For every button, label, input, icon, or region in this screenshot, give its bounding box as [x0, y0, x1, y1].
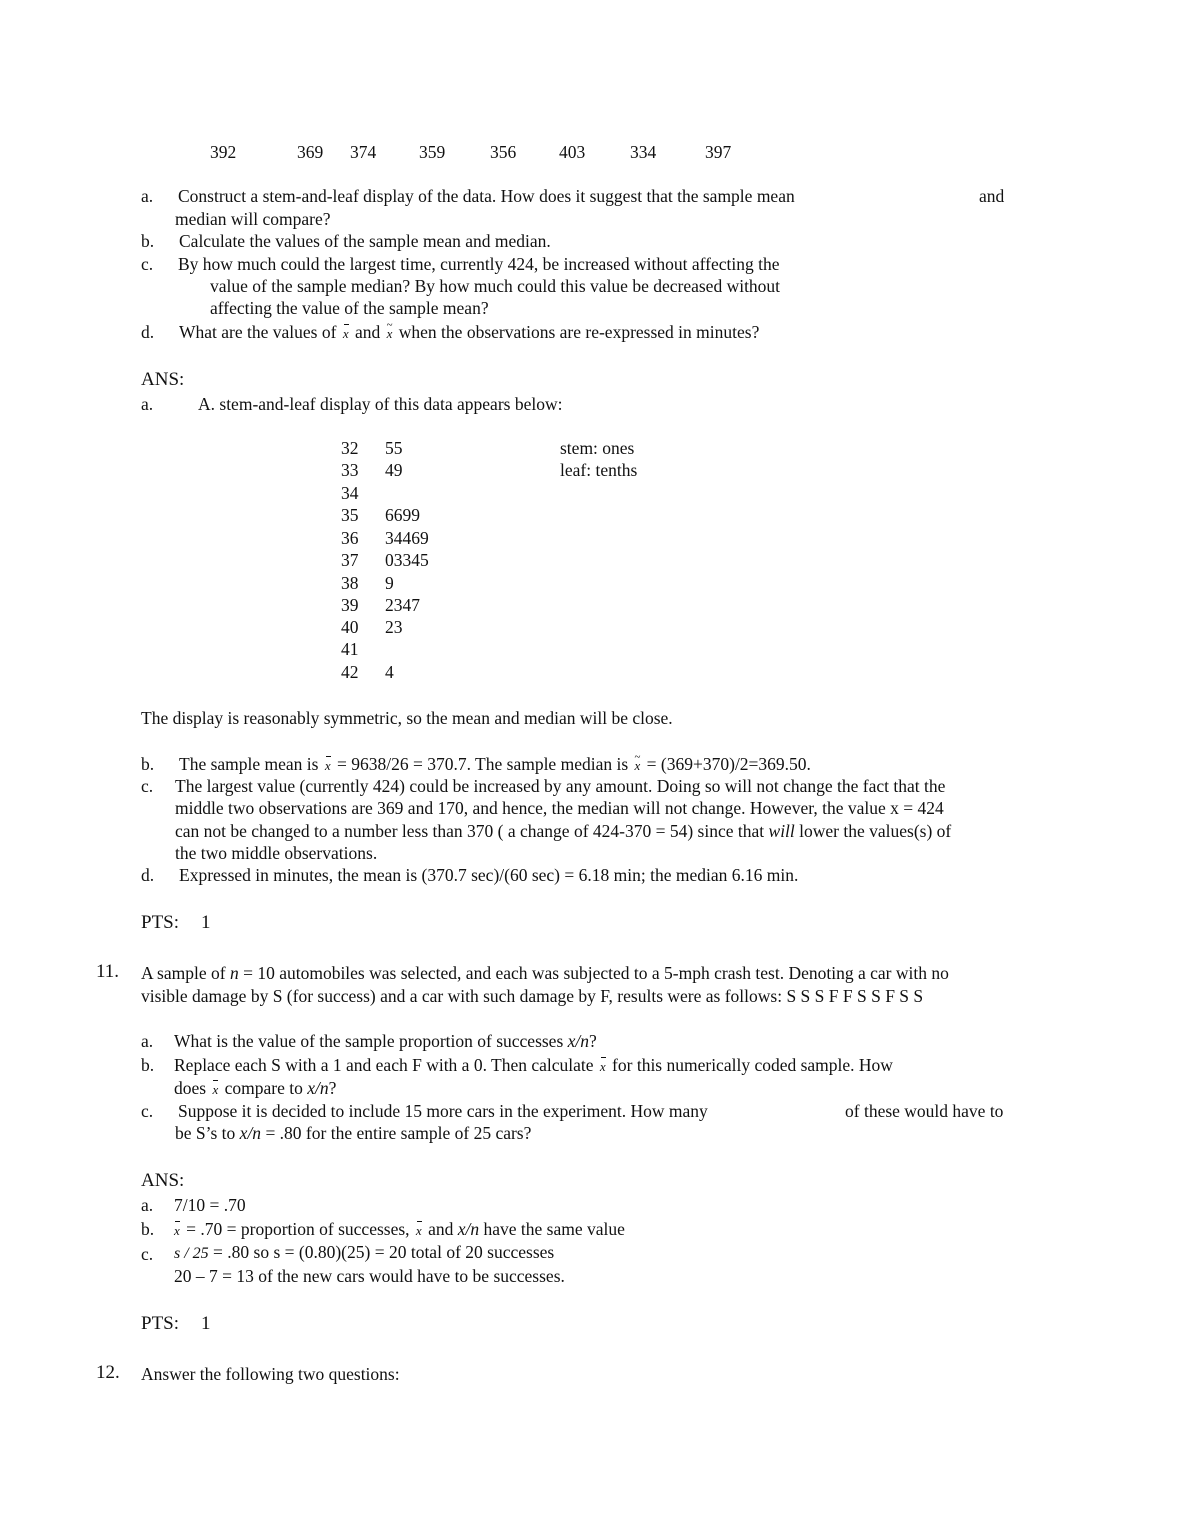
q11-c-line2-part2: = .80 for the entire sample of 25 cars?: [265, 1123, 532, 1143]
stem-value: 42: [341, 662, 359, 682]
q11-c-part2: of these would have to: [845, 1101, 1004, 1121]
q11-b-line2: [174, 1077, 336, 1101]
item-marker: c.: [141, 1101, 154, 1121]
q11-b-line1: [174, 1054, 893, 1078]
q10-c-line3: affecting the value of the sample mean?: [210, 298, 489, 318]
item-marker: a.: [141, 1195, 154, 1215]
ans-label: ANS:: [141, 1170, 185, 1191]
item-marker: d.: [141, 322, 155, 342]
leaf-value: 23: [385, 617, 403, 637]
q10-c-line2: value of the sample median? By how much could this value be decreased without: [210, 276, 781, 296]
ans1-b-part3: = (369+370)/2=369.50.: [646, 754, 811, 774]
data-value: 356: [490, 142, 517, 162]
stem-value: 36: [341, 528, 359, 548]
q10-a-line2: median will compare?: [175, 209, 331, 229]
leaf-value: 6699: [385, 505, 420, 525]
ans2-b-line: [172, 1218, 625, 1242]
q11-question-mark: ?: [589, 1031, 597, 1051]
item-marker: a.: [141, 394, 154, 414]
item-marker: b.: [141, 1055, 155, 1075]
leaf-key: leaf: tenths: [560, 460, 638, 480]
leaf-value: 2347: [385, 595, 420, 615]
ans1-c-line3: [175, 820, 951, 842]
ans1-c-line3-part1: can not be changed to a number less than 370 ( a change of 424-370 = 54) since that: [175, 821, 765, 841]
ans1-d-text: Expressed in minutes, the mean is (370.7 sec)/(60 sec) = 6.18 min; the median 6.16 min.: [179, 865, 799, 885]
pts-label: PTS:: [141, 1313, 180, 1334]
item-marker: d.: [141, 865, 155, 885]
item-marker: c.: [141, 254, 154, 274]
question-number: 12.: [96, 1362, 120, 1383]
q11-c-part1: Suppose it is decided to include 15 more cars in the experiment. How many: [178, 1101, 708, 1121]
item-marker: c.: [141, 1244, 154, 1264]
q11-n-var: n: [229, 963, 239, 983]
ans2-a-text: 7/10 = .70: [174, 1195, 246, 1215]
stem-value: 34: [341, 483, 359, 503]
q11-a-line: [174, 1030, 597, 1052]
q11-a-text: What is the value of the sample proportion of successes: [174, 1031, 564, 1051]
s-over-25-fraction: s / 25: [174, 1245, 209, 1262]
ans2-c-line2: 20 – 7 = 13 of the new cars would have to be successes.: [174, 1266, 565, 1286]
item-marker: b.: [141, 754, 155, 774]
ans2-b-xn: x/n: [457, 1219, 480, 1239]
item-marker: b.: [141, 231, 155, 251]
data-value: 374: [350, 142, 377, 162]
ans2-b-part3: have the same value: [483, 1219, 625, 1239]
q10-a-line1: Construct a stem-and-leaf display of the data. How does it suggest that the sample mean: [178, 186, 795, 206]
data-value: 359: [419, 142, 446, 162]
q11-xn: x/n: [239, 1123, 262, 1143]
leaf-value: 03345: [385, 550, 429, 570]
pts-value: 1: [201, 912, 211, 933]
stem-key: stem: ones: [560, 438, 635, 458]
q11-c-line2: [175, 1122, 531, 1144]
ans1-c-line4: the two middle observations.: [175, 843, 378, 863]
q11-b-part2: for this numerically coded sample. How: [612, 1055, 893, 1075]
q10-d-line: [179, 321, 759, 345]
x-bar-symbol: x: [600, 1056, 606, 1078]
q10-d-and: and: [354, 322, 381, 342]
ans1-c-will: will: [768, 821, 795, 841]
q11-xn: x/n: [567, 1031, 590, 1051]
q11-question-mark: ?: [328, 1078, 337, 1098]
leaf-value: 55: [385, 438, 403, 458]
ans1-b-part2: = 9638/26 = 370.7. The sample median is: [337, 754, 629, 774]
ans2-b-part1: = .70 = proportion of successes,: [186, 1219, 410, 1239]
q10-d-part2: when the observations are re-expressed in minutes?: [398, 322, 760, 342]
stem-value: 40: [341, 617, 359, 637]
stem-value: 37: [341, 550, 359, 570]
q11-xn: x/n: [307, 1078, 329, 1098]
ans2-b-part2: and: [428, 1219, 454, 1239]
q11-line2: visible damage by S (for success) and a car with such damage by F, results were as follows: S S S F F S S F S S: [141, 986, 924, 1006]
symmetric-text: The display is reasonably symmetric, so the mean and median will be close.: [141, 708, 673, 728]
q11-b-line2-part1: does: [174, 1078, 207, 1098]
stem-value: 32: [341, 438, 359, 458]
question-number: 11.: [96, 961, 120, 982]
item-marker: a.: [141, 1031, 154, 1051]
data-value: 392: [210, 142, 237, 162]
leaf-value: 9: [385, 573, 394, 593]
pts-label: PTS:: [141, 912, 180, 933]
item-marker: c.: [141, 776, 154, 796]
x-tilde-symbol: ~ x: [387, 323, 393, 345]
q11-c-line2-part1: be S’s to: [175, 1123, 236, 1143]
ans1-b-line: [179, 753, 811, 777]
x-bar-symbol: x: [325, 755, 331, 777]
q12-text: Answer the following two questions:: [141, 1364, 400, 1384]
pts-value: 1: [201, 1313, 211, 1334]
item-marker: a.: [141, 186, 154, 206]
q10-c-line1: By how much could the largest time, currently 424, be increased without affecting the: [178, 254, 780, 274]
ans1-c-line3-part2: lower the values(s) of: [799, 821, 952, 841]
stem-value: 35: [341, 505, 359, 525]
leaf-value: 49: [385, 460, 403, 480]
ans2-c-line1: [174, 1241, 554, 1265]
stem-value: 39: [341, 595, 359, 615]
q11-b-line2-part2: compare to: [224, 1078, 303, 1098]
ans-label: ANS:: [141, 369, 185, 390]
ans1-a-text: A. stem-and-leaf display of this data appears below:: [198, 394, 563, 414]
stem-value: 38: [341, 573, 359, 593]
q11-line1-part1: A sample of: [141, 963, 226, 983]
item-marker: b.: [141, 1219, 155, 1239]
q10-b-text: Calculate the values of the sample mean and median.: [179, 231, 551, 251]
x-tilde-symbol: ~ x: [635, 755, 641, 777]
data-value: 397: [705, 142, 732, 162]
q11-line1-part2: = 10 automobiles was selected, and each was subjected to a 5-mph crash test. Denoting a car with no: [243, 963, 949, 983]
data-value: 334: [630, 142, 657, 162]
x-bar-symbol: x: [174, 1220, 180, 1242]
ans2-c-text: = .80 so s = (0.80)(25) = 20 total of 20 successes: [213, 1242, 555, 1262]
x-bar-symbol: x: [212, 1079, 218, 1101]
stem-value: 41: [341, 639, 359, 659]
q11-b-part1: Replace each S with a 1 and each F with a 0. Then calculate: [174, 1055, 594, 1075]
ans1-c-line1: The largest value (currently 424) could be increased by any amount. Doing so will not change the fact that the: [175, 776, 946, 796]
ans1-c-line2: middle two observations are 369 and 170, and hence, the median will not change. However, the value x = 424: [175, 798, 944, 818]
stem-value: 33: [341, 460, 359, 480]
ans1-b-part1: The sample mean is: [179, 754, 319, 774]
data-value: 369: [297, 142, 324, 162]
data-value: 403: [559, 142, 586, 162]
q10-a-and: and: [979, 186, 1005, 206]
leaf-value: 4: [385, 662, 394, 682]
q11-line1: [141, 962, 949, 984]
x-bar-symbol: x: [343, 323, 349, 345]
q10-d-part1: What are the values of: [179, 322, 337, 342]
leaf-value: 34469: [385, 528, 429, 548]
x-bar-symbol: x: [416, 1220, 422, 1242]
